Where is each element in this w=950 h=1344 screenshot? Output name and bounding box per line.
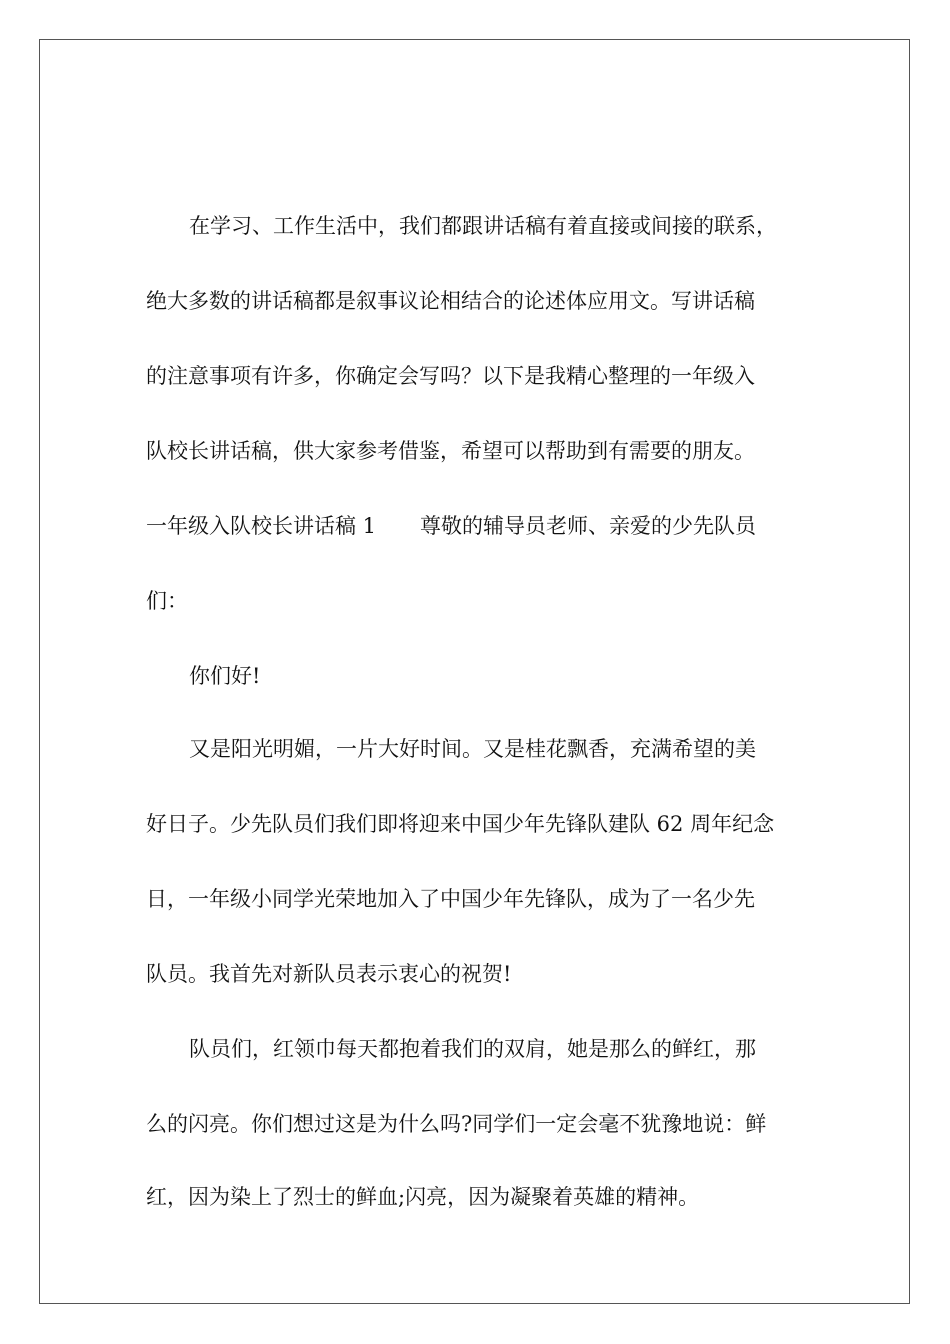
para2-line-4: 队员。我首先对新队员表示衷心的祝贺! [146,962,512,986]
para3-line-1: 队员们，红领巾每天都抱着我们的双肩，她是那么的鲜红，那 [189,1037,756,1061]
intro-line-4: 队校长讲话稿，供大家参考借鉴，希望可以帮助到有需要的朋友。 [146,439,755,463]
intro-line-1: 在学习、工作生活中，我们都跟讲话稿有着直接或间接的联系， [189,214,777,238]
salutation-end: 们： [146,589,188,613]
para2-line-3: 日，一年级小同学光荣地加入了中国少年先锋队，成为了一名少先 [146,887,755,911]
greeting: 你们好! [189,664,261,688]
intro-line-2: 绝大多数的讲话稿都是叙事议论相结合的论述体应用文。写讲话稿 [146,289,755,313]
salutation-start: 尊敬的辅导员老师、亲爱的少先队员 [420,514,757,538]
para2-line-1: 又是阳光明媚，一片大好时间。又是桂花飘香，充满希望的美 [189,737,756,761]
para3-line-3: 红，因为染上了烈士的鲜血;闪亮，因为凝聚着英雄的精神。 [146,1185,700,1209]
speech-title: 一年级入队校长讲话稿 1 [146,514,377,538]
para2-line-2: 好日子。少先队员们我们即将迎来中国少年先锋队建队 62 周年纪念 [146,812,775,836]
intro-line-3: 的注意事项有许多，你确定会写吗？以下是我精心整理的一年级入 [146,364,755,388]
para3-line-2: 么的闪亮。你们想过这是为什么吗?同学们一定会毫不犹豫地说：鲜 [146,1112,767,1136]
speech-heading-line [146,511,756,541]
